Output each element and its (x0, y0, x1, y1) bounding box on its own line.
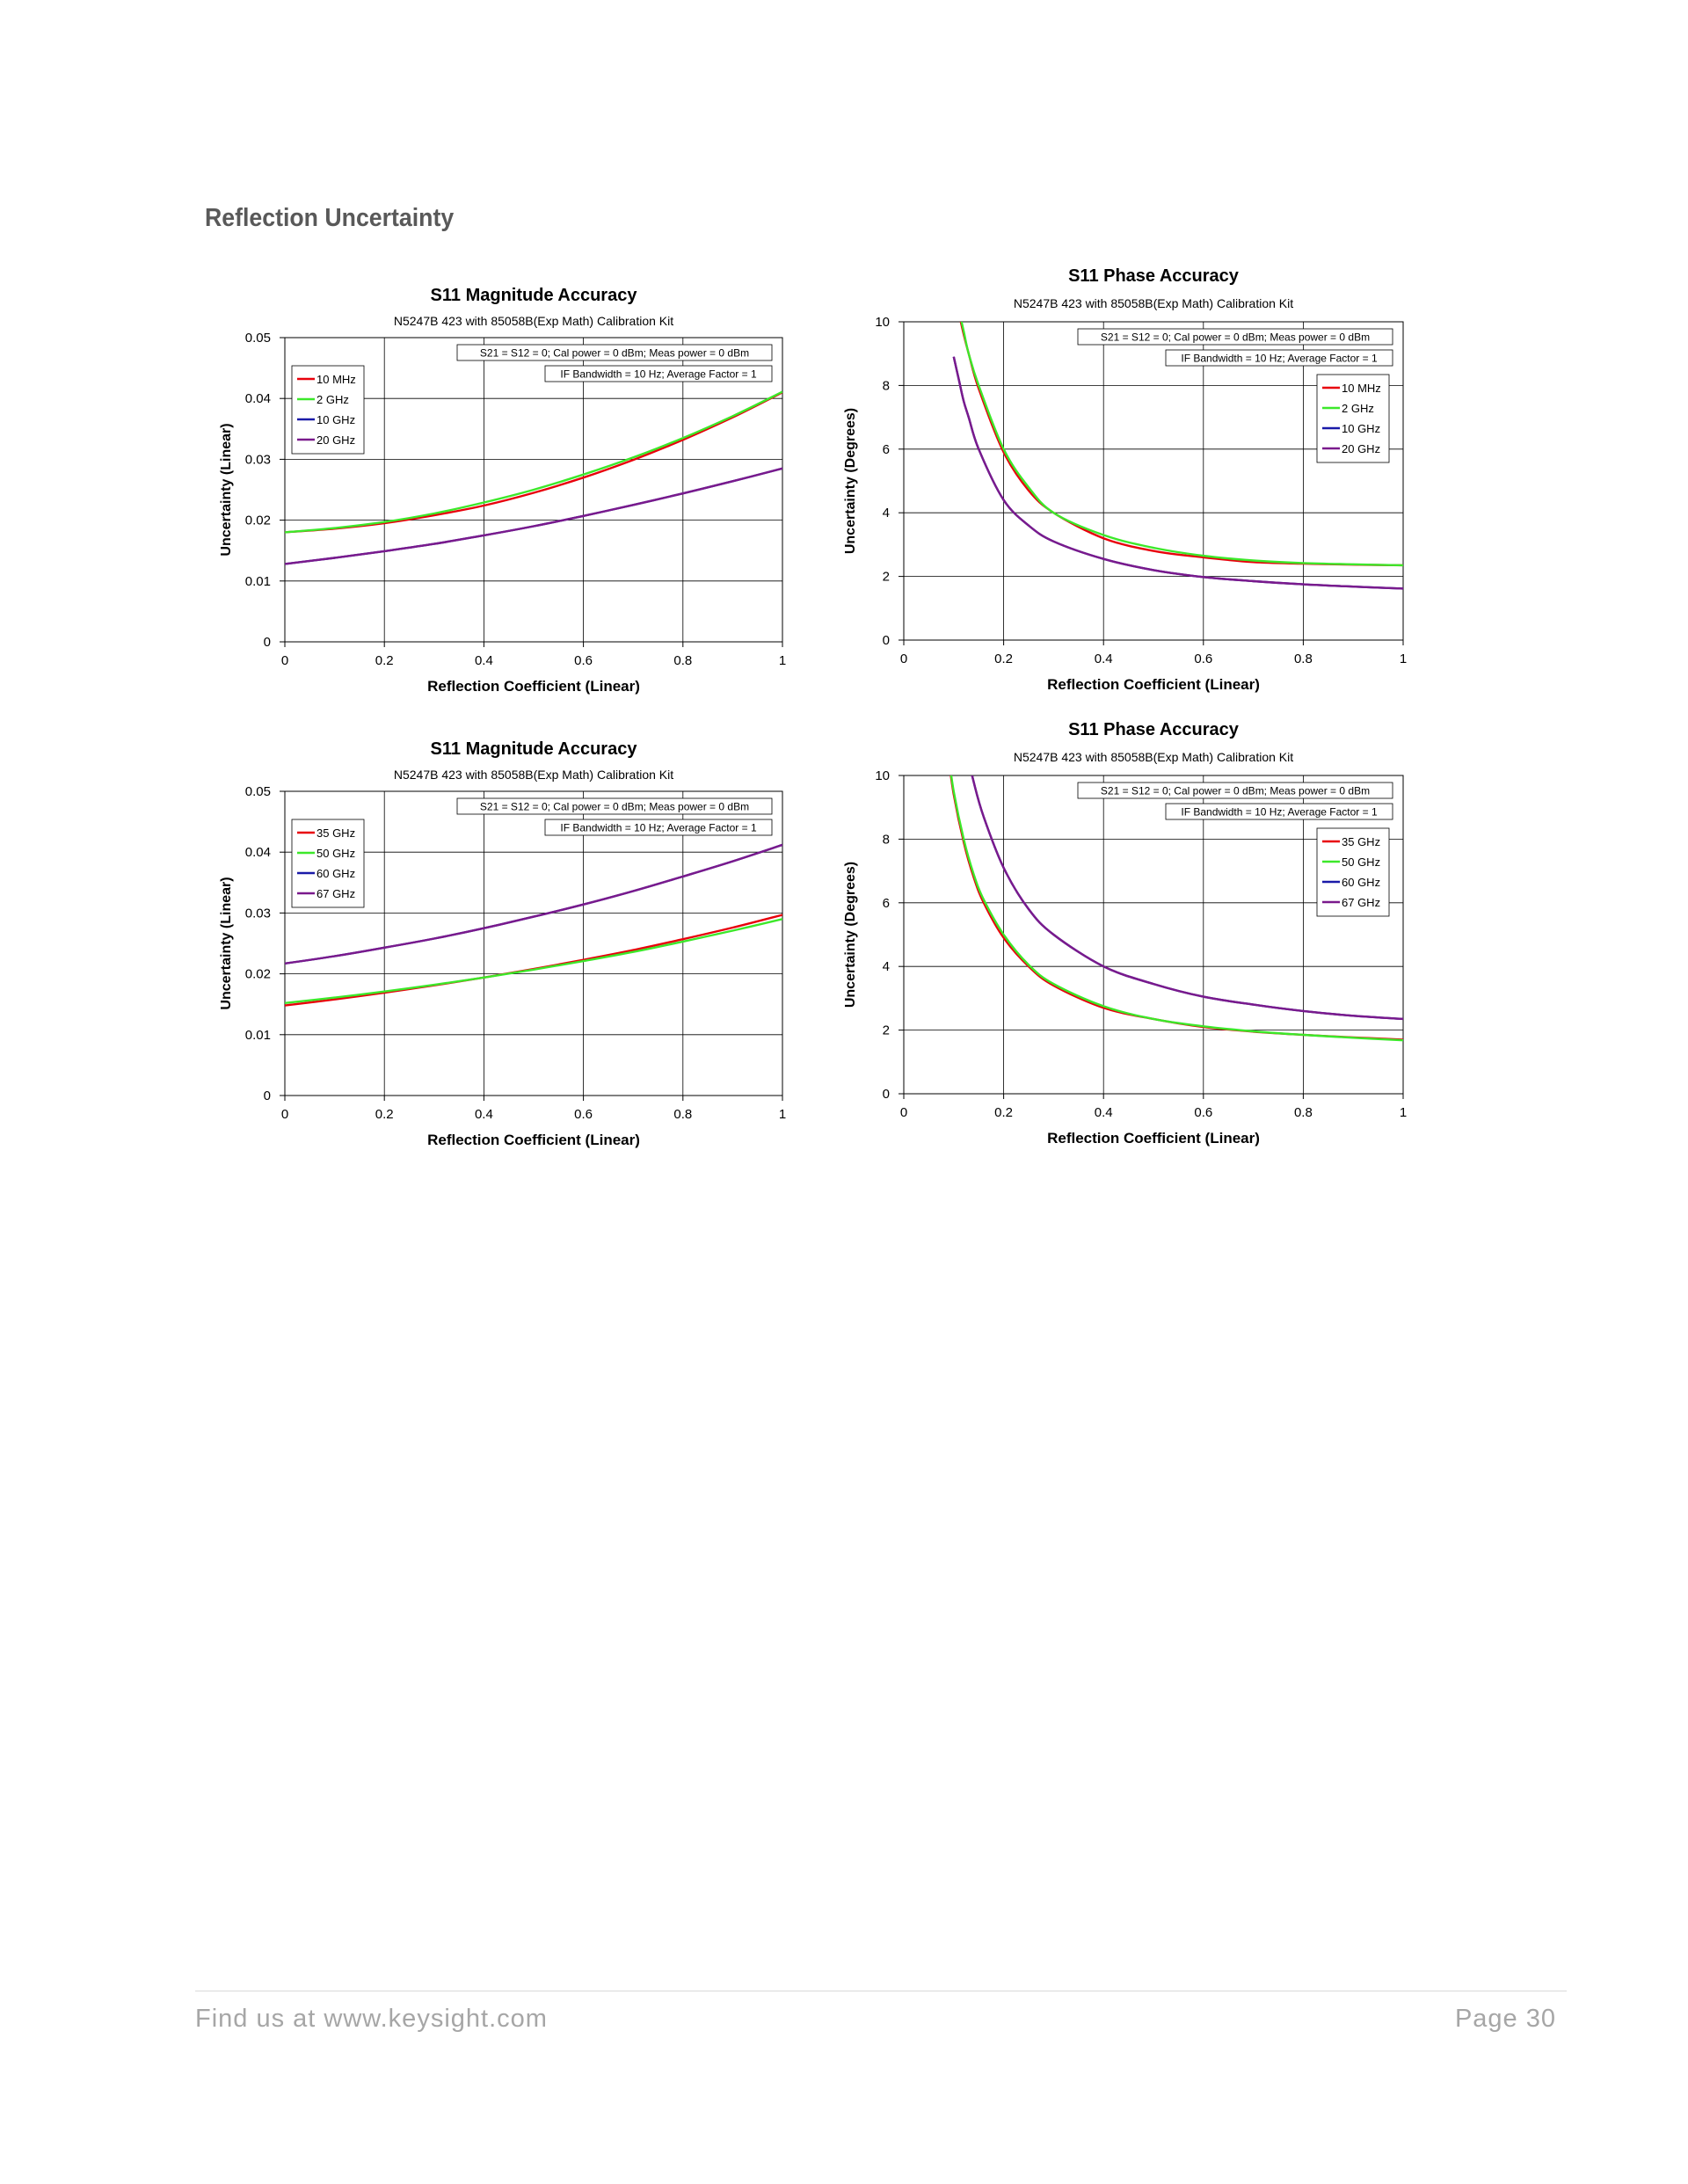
y-tick-label: 0.02 (244, 966, 271, 982)
chart-svg (826, 264, 1424, 703)
y-tick-label: 10 (875, 768, 890, 783)
footer-website: Find us at www.keysight.com (195, 2005, 548, 2033)
note-text: IF Bandwidth = 10 Hz; Average Factor = 1 (560, 368, 757, 381)
x-tick-label: 0.6 (1194, 1105, 1213, 1120)
section-title: Reflection Uncertainty (205, 204, 455, 232)
x-axis-label: Reflection Coefficient (Linear) (427, 1132, 640, 1148)
note-text: S21 = S12 = 0; Cal power = 0 dBm; Meas power = 0 dBm (1100, 331, 1371, 344)
s11-magnitude-chart-1 (202, 281, 800, 703)
chart-title: S11 Magnitude Accuracy (430, 739, 637, 759)
x-tick-label: 1 (778, 653, 787, 668)
legend-label: 50 GHz (1342, 855, 1381, 869)
note-text: S21 = S12 = 0; Cal power = 0 dBm; Meas power = 0 dBm (479, 800, 750, 813)
y-tick-label: 6 (882, 441, 890, 457)
plot-area (904, 775, 1403, 1094)
chart-subtitle: N5247B 423 with 85058B(Exp Math) Calibration Kit (393, 314, 674, 328)
legend-label: 60 GHz (316, 867, 356, 880)
x-tick-label: 0 (899, 652, 908, 666)
legend-label: 67 GHz (1342, 896, 1381, 909)
legend-label: 35 GHz (316, 826, 356, 840)
legend-label: 2 GHz (316, 393, 349, 406)
x-tick-label: 0.2 (994, 652, 1014, 666)
x-tick-label: 0.2 (994, 1105, 1014, 1120)
footer-page-number: Page 30 (1454, 2005, 1556, 2033)
x-tick-label: 1 (1399, 652, 1408, 666)
chart-title: S11 Phase Accuracy (1068, 266, 1239, 286)
y-tick-label: 8 (882, 832, 890, 848)
x-tick-label: 0.4 (474, 1107, 493, 1122)
y-tick-label: 0.04 (244, 845, 271, 861)
chart-svg (202, 735, 800, 1157)
note-text: S21 = S12 = 0; Cal power = 0 dBm; Meas power = 0 dBm (1100, 784, 1371, 797)
y-axis-label: Uncertainty (Linear) (219, 877, 234, 1010)
x-tick-label: 0.6 (574, 1107, 593, 1122)
s11-phase-chart-2 (826, 717, 1424, 1157)
legend-label: 10 MHz (1342, 382, 1381, 395)
y-tick-label: 0.01 (244, 1027, 271, 1043)
note-text: IF Bandwidth = 10 Hz; Average Factor = 1 (1181, 805, 1378, 819)
x-tick-label: 0 (899, 1105, 908, 1120)
legend-label: 20 GHz (1342, 442, 1381, 455)
x-axis-label: Reflection Coefficient (Linear) (1047, 676, 1260, 693)
x-tick-label: 0.8 (673, 653, 693, 668)
legend-label: 20 GHz (316, 433, 356, 447)
legend-label: 35 GHz (1342, 835, 1381, 848)
chart-title: S11 Phase Accuracy (1068, 720, 1239, 739)
y-tick-label: 2 (882, 1023, 890, 1038)
chart-subtitle: N5247B 423 with 85058B(Exp Math) Calibration Kit (393, 768, 674, 782)
y-tick-label: 0 (263, 635, 271, 650)
x-tick-label: 0.8 (673, 1107, 693, 1122)
chart-subtitle: N5247B 423 with 85058B(Exp Math) Calibration Kit (1013, 750, 1294, 764)
s11-magnitude-chart-2 (202, 735, 800, 1157)
s11-phase-chart-1 (826, 264, 1424, 703)
x-tick-label: 1 (1399, 1105, 1408, 1120)
x-tick-label: 0.4 (474, 653, 493, 668)
legend-label: 50 GHz (316, 847, 356, 860)
y-tick-label: 0 (263, 1088, 271, 1103)
x-tick-label: 0.4 (1094, 1105, 1113, 1120)
x-tick-label: 0.2 (375, 653, 394, 668)
legend-label: 67 GHz (316, 887, 356, 900)
y-tick-label: 0.01 (244, 573, 271, 589)
legend-label: 10 MHz (316, 373, 356, 386)
y-tick-label: 8 (882, 378, 890, 394)
y-axis-label: Uncertainty (Degrees) (843, 861, 858, 1008)
y-tick-label: 2 (882, 569, 890, 585)
y-axis-label: Uncertainty (Degrees) (843, 407, 858, 555)
chart-svg (202, 281, 800, 703)
y-tick-label: 0 (882, 633, 890, 648)
y-tick-label: 6 (882, 895, 890, 911)
x-axis-label: Reflection Coefficient (Linear) (427, 678, 640, 695)
legend-label: 10 GHz (1342, 422, 1381, 435)
legend-label: 10 GHz (316, 413, 356, 426)
plot-area (904, 322, 1403, 640)
y-tick-label: 0.02 (244, 513, 271, 528)
chart-title: S11 Magnitude Accuracy (430, 286, 637, 305)
chart-svg (826, 717, 1424, 1157)
chart-subtitle: N5247B 423 with 85058B(Exp Math) Calibration Kit (1013, 296, 1294, 310)
x-tick-label: 1 (778, 1107, 787, 1122)
x-tick-label: 0.6 (574, 653, 593, 668)
x-tick-label: 0.4 (1094, 652, 1113, 666)
y-tick-label: 0 (882, 1087, 890, 1102)
y-tick-label: 0.04 (244, 391, 271, 407)
y-tick-label: 0.05 (244, 331, 271, 346)
y-tick-label: 0.03 (244, 906, 271, 921)
note-text: IF Bandwidth = 10 Hz; Average Factor = 1 (1181, 352, 1378, 365)
x-tick-label: 0 (280, 653, 289, 668)
x-axis-label: Reflection Coefficient (Linear) (1047, 1130, 1260, 1147)
y-tick-label: 10 (875, 315, 890, 330)
x-tick-label: 0.8 (1293, 1105, 1313, 1120)
y-tick-label: 4 (882, 959, 890, 975)
x-tick-label: 0 (280, 1107, 289, 1122)
y-tick-label: 4 (882, 506, 890, 521)
x-tick-label: 0.6 (1194, 652, 1213, 666)
legend-label: 60 GHz (1342, 876, 1381, 889)
note-text: S21 = S12 = 0; Cal power = 0 dBm; Meas power = 0 dBm (479, 346, 750, 360)
x-tick-label: 0.2 (375, 1107, 394, 1122)
y-tick-label: 0.03 (244, 452, 271, 468)
x-tick-label: 0.8 (1293, 652, 1313, 666)
y-axis-label: Uncertainty (Linear) (219, 423, 234, 557)
y-tick-label: 0.05 (244, 784, 271, 799)
legend-label: 2 GHz (1342, 402, 1374, 415)
note-text: IF Bandwidth = 10 Hz; Average Factor = 1 (560, 821, 757, 834)
